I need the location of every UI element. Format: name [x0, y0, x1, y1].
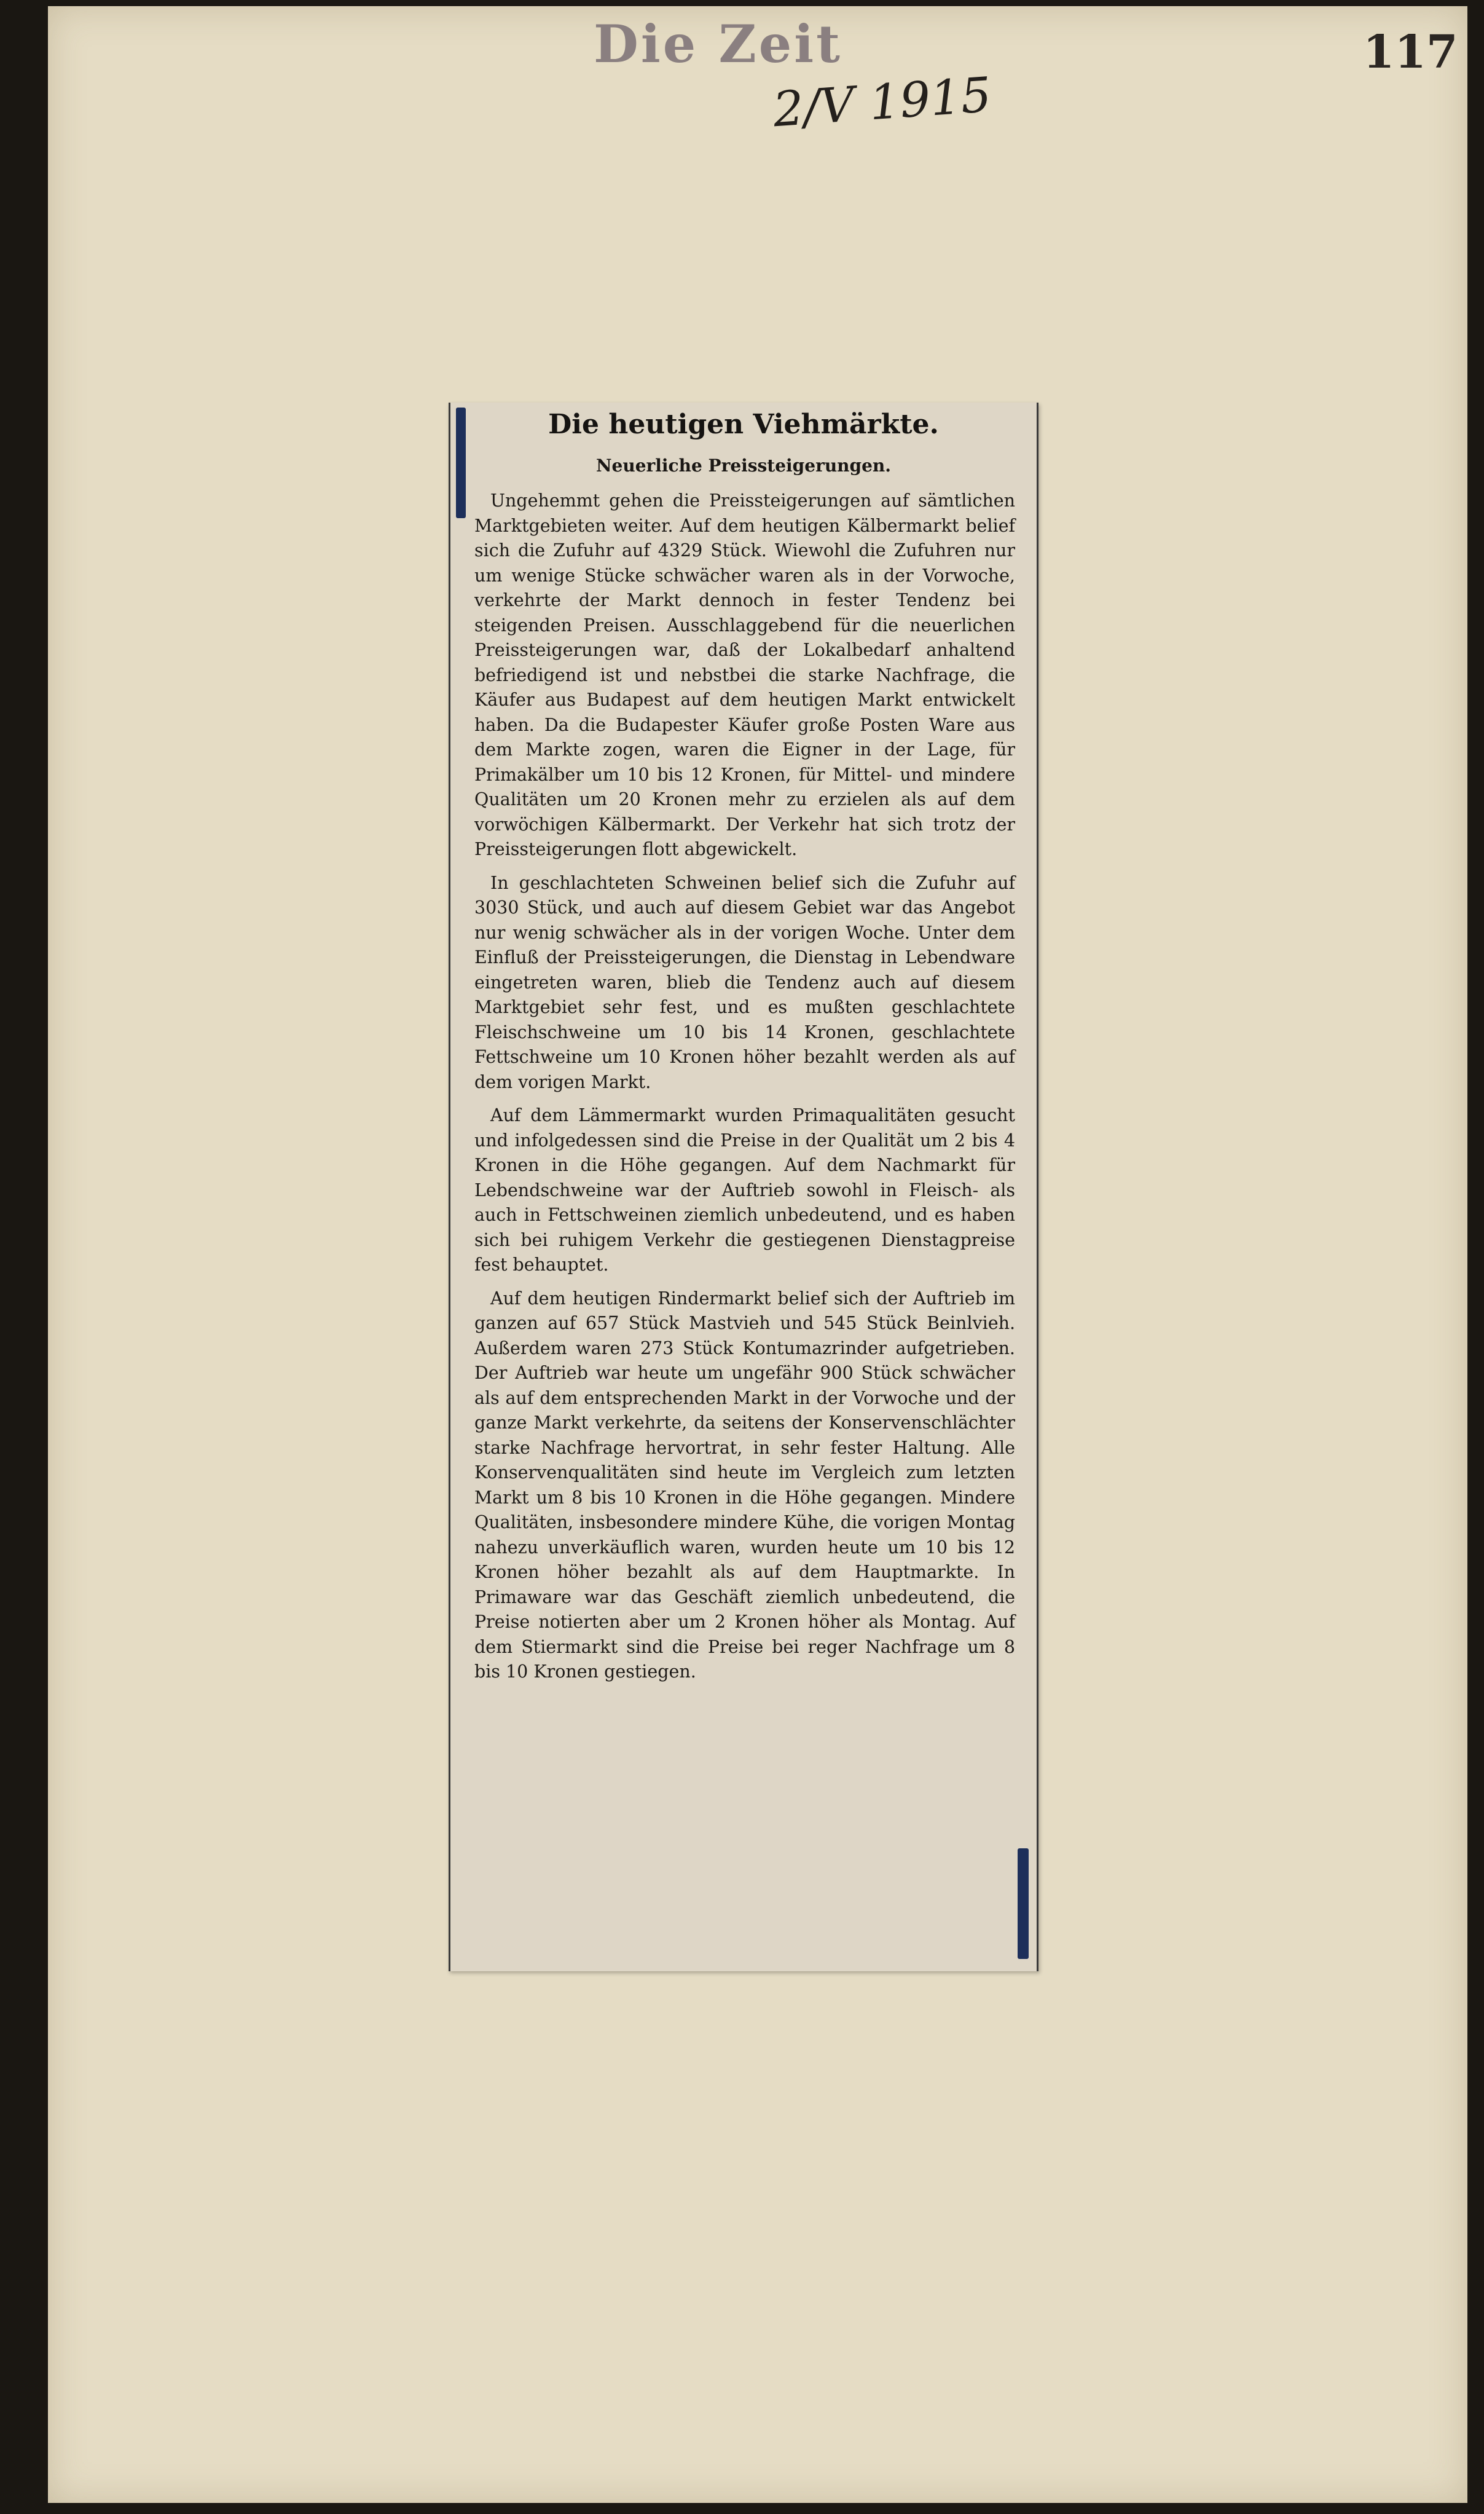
- article-title: Die heutigen Viehmärkte.: [548, 409, 939, 440]
- article-paragraph: In geschlachteten Schweinen belief sich die Zufuhr auf 3030 Stück, und auch auf diesem Gebiet war das Angebot nur wenig schwächer als in der vorigen Woche. Unter dem Einfluß der Preissteigerungen, die Dienstag in Lebendware eingetreten waren, blieb die Tendenz auch auf diesem Marktgebiet sehr fest, und es mußten geschlachtete Fleischschweine um 10 bis 14 Kronen, geschlachtete Fettschweine um 10 Kronen höher bezahlt werden als auf dem vorigen Markt.: [474, 872, 1015, 1092]
- article-paragraph: Auf dem heutigen Rindermarkt belief sich der Auftrieb im ganzen auf 657 Stück Mastvieh und 545 Stück Beinlvieh. Außerdem waren 273 Stück Kontumazrinder aufgetrieben. Der Auftrieb war heute um ungefähr 900 Stück schwächer als auf dem entsprechenden Markt in der Vorwoche und der ganze Markt verkehrte, da seitens der Konservenschlächter starke Nachfrage hervortrat, in sehr fester Haltung. Alle Konservenqualitäten sind heute im Vergleich zum letzten Markt um 8 bis 10 Kronen in die Höhe gegangen. Mindere Qualitäten, insbesondere mindere Kühe, die vorigen Montag nahezu unverkäuflich waren, wurden heute um 10 bis 12 Kronen höher bezahlt als auf dem Hauptmarkte. In Primaware war das Geschäft ziemlich unbedeutend, die Preise notierten aber um 2 Kronen höher als Montag. Auf dem Stiermarkt sind die Preise bei reger Nachfrage um 8 bis 10 Kronen gestiegen.: [474, 1288, 1015, 1682]
- article-subtitle: Neuerliche Preissteigerungen.: [595, 455, 892, 476]
- article-paragraph: Auf dem Lämmermarkt wurden Primaqualitäten gesucht und infolgedessen sind die Preise in der Qualität um 2 bis 4 Kronen in die Höhe gegangen. Auf dem Nachmarkt für Lebendschweine war der Auftrieb sowohl in Fleisch- als auch in Fettschweinen ziemlich unbedeutend, und es haben sich bei ruhigem Verkehr die gestiegenen Dienstagpreise fest behauptet.: [474, 1105, 1015, 1275]
- clipping-border-left: [449, 403, 450, 1971]
- newspaper-clipping: [449, 403, 1038, 1971]
- page-number: 117: [1363, 26, 1458, 79]
- newspaper-stamp: Die Zeit: [594, 14, 842, 74]
- clipping-border-right: [1037, 403, 1038, 1971]
- handwritten-date: 2/V 1915: [771, 67, 994, 138]
- article-paragraph: Ungehemmt gehen die Preissteigerungen auf sämtlichen Marktgebieten weiter. Auf dem heutigen Kälbermarkt belief sich die Zufuhr auf 4329 Stück. Wiewohl die Zufuhren nur um wenige Stücke schwächer waren als in der Vorwoche, verkehrte der Markt dennoch in fester Tendenz bei steigenden Preisen. Ausschlaggebend für die neuerlichen Preissteigerungen war, daß der Lokalbedarf anhaltend befriedigend ist und nebstbei die starke Nachfrage, die Käufer aus Budapest auf dem heutigen Markt entwickelt haben. Da die Budapester Käufer große Posten Ware aus dem Markte zogen, waren die Eigner in der Lage, für Primakälber um 10 bis 12 Kronen, für Mittel- und mindere Qualitäten um 20 Kronen mehr zu erzielen als auf dem vorwöchigen Kälbermarkt. Der Verkehr hat sich trotz der Preissteigerungen flott abgewickelt.: [474, 491, 1015, 859]
- article-body: [474, 489, 1015, 1693]
- blue-ink-mark-bottom: [1018, 1848, 1029, 1959]
